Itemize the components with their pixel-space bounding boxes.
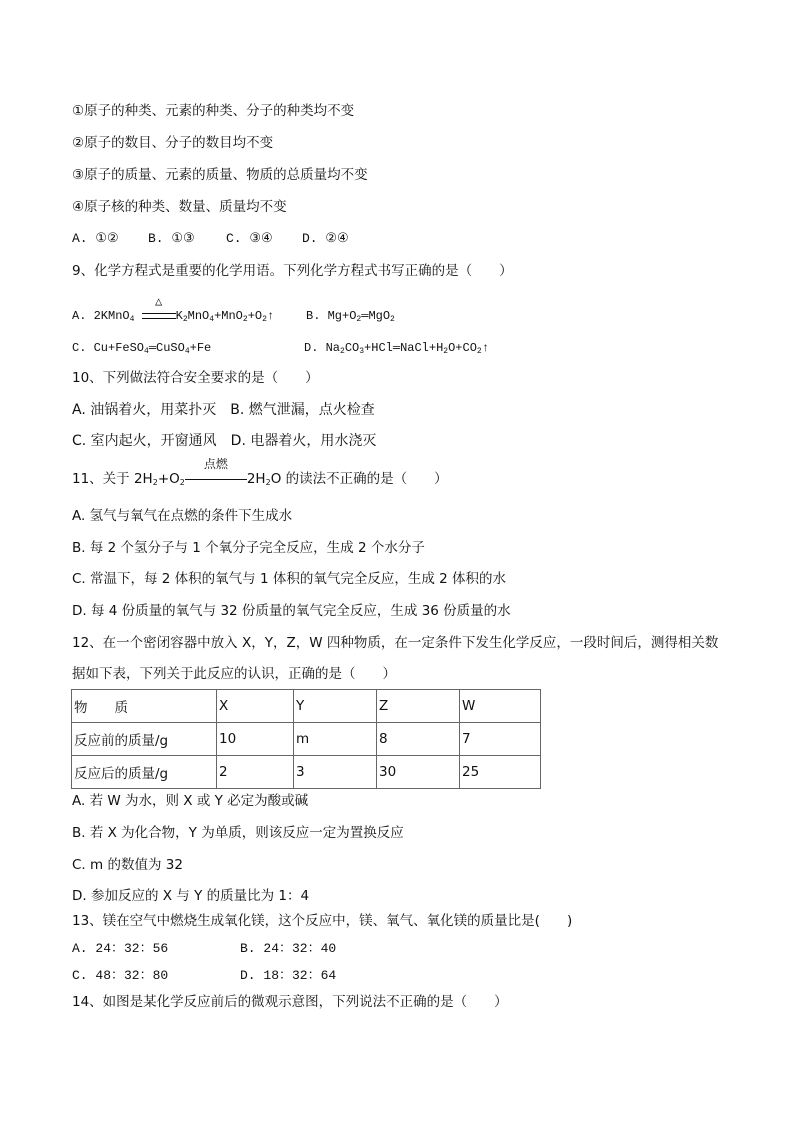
q12-option-d: D. 参加反应的 X 与 Y 的质量比为 1：4 bbox=[72, 888, 310, 904]
q9-a-prefix: A. 2KMnO bbox=[72, 309, 130, 324]
mass-data-table bbox=[71, 689, 541, 789]
q11-stem: 11、关于 $2H_2+O_2$ 点燃 $2H_2O$ 的读法不正确的是（ ） bbox=[72, 469, 448, 489]
q9-c-prefix: C. Cu+FeSO bbox=[72, 341, 145, 355]
q13-option-b: B. 24：32：40 bbox=[240, 941, 337, 956]
q9-option-c: C. Cu+FeSO$_4$═CuSO$_4$+Fe bbox=[72, 341, 212, 356]
q13-option-c: C. 48：32：80 bbox=[72, 968, 169, 983]
q9-option-a: A. 2KMnO$_4$ △ $K_2MnO_4+MnO_2+O_2↑$ bbox=[72, 306, 274, 326]
table-cell: 25 bbox=[460, 756, 541, 789]
table-cell: 反应前的质量/g bbox=[72, 723, 217, 756]
q13-options-row-2 bbox=[72, 966, 336, 986]
table-header-row bbox=[72, 690, 541, 723]
q13-option-d: D. 18：32：64 bbox=[240, 968, 337, 983]
table-header-cell: Z bbox=[377, 690, 460, 723]
q10-options-row-1: A. 油锅着火，用菜扑灭 B. 燃气泄漏，点火检查 bbox=[72, 402, 375, 418]
q13-option-a: A. 24：32：56 bbox=[72, 941, 169, 956]
table-cell: 2 bbox=[217, 756, 294, 789]
q8-statement-3: ③原子的质量、元素的质量、物质的总质量均不变 bbox=[72, 167, 368, 183]
table-cell: 3 bbox=[294, 756, 377, 789]
q12-option-c: C. m 的数值为 32 bbox=[72, 857, 183, 873]
table-header-cell: Y bbox=[294, 690, 377, 723]
q11-option-c: C. 常温下，每 2 体积的氧气与 1 体积的氧气完全反应，生成 2 体积的水 bbox=[72, 571, 507, 587]
table-header-cell: X bbox=[217, 690, 294, 723]
q8-option-a: A. ①② bbox=[72, 231, 119, 246]
q9-a-arrow bbox=[142, 295, 176, 326]
heat-symbol: △ bbox=[155, 295, 163, 309]
q10-options-row-2: C. 室内起火，开窗通风 D. 电器着火，用水浇灭 bbox=[72, 433, 377, 449]
table-row bbox=[72, 723, 541, 756]
table-cell: 30 bbox=[377, 756, 460, 789]
q8-statement-2: ②原子的数目、分子的数目均不变 bbox=[72, 135, 274, 151]
q11-option-d: D. 每 4 份质量的氧气与 32 份质量的氧气完全反应，生成 36 份质量的水 bbox=[72, 603, 511, 619]
q13-options-row-1 bbox=[72, 939, 336, 959]
table-header-cell: W bbox=[460, 690, 541, 723]
table-cell: m bbox=[294, 723, 377, 756]
q12-option-b: B. 若 X 为化合物，Y 为单质，则该反应一定为置换反应 bbox=[72, 825, 404, 841]
q8-option-b: B. ①③ bbox=[148, 231, 195, 246]
table-cell: 7 bbox=[460, 723, 541, 756]
q11-stem-prefix: 11、关于 2H bbox=[72, 471, 153, 487]
q8-statement-1: ①原子的种类、元素的种类、分子的种类均不变 bbox=[72, 103, 355, 119]
q11-equation-arrow bbox=[185, 457, 247, 489]
q11-option-b: B. 每 2 个氢分子与 1 个氧分子完全反应，生成 2 个水分子 bbox=[72, 540, 425, 556]
q12-stem-line-1: 12、在一个密闭容器中放入 X，Y，Z，W 四种物质，在一定条件下发生化学反应，一段时间后，测得相关数 bbox=[72, 635, 719, 651]
table-cell: 8 bbox=[377, 723, 460, 756]
table-row bbox=[72, 756, 541, 789]
q8-options bbox=[72, 229, 349, 249]
q8-option-c: C. ③④ bbox=[226, 231, 273, 246]
q11-option-a: A. 氢气与氧气在点燃的条件下生成水 bbox=[72, 508, 293, 524]
q9-d-prefix: D. Na bbox=[304, 341, 341, 355]
q12-option-a: A. 若 W 为水，则 X 或 Y 必定为酸或碱 bbox=[72, 793, 309, 809]
table-cell: 反应后的质量/g bbox=[72, 756, 217, 789]
q14-stem: 14、如图是某化学反应前后的微观示意图，下列说法不正确的是（ ） bbox=[72, 994, 508, 1010]
q11-stem-suffix: 的读法不正确的是（ ） bbox=[285, 471, 448, 487]
q13-stem: 13、镁在空气中燃烧生成氧化镁，这个反应中，镁、氧气、氧化镁的质量比是( ) bbox=[72, 913, 573, 929]
q8-option-d: D. ②④ bbox=[302, 231, 349, 246]
q9-option-d: D. $Na_2CO_3+HCl═NaCl+H_2O+CO_2↑$ bbox=[304, 341, 489, 356]
q9-stem: 9、化学方程式是重要的化学用语。下列化学方程式书写正确的是（ ） bbox=[72, 263, 513, 279]
table-cell: 10 bbox=[217, 723, 294, 756]
q12-stem-line-2: 据如下表，下列关于此反应的认识，正确的是（ ） bbox=[72, 666, 396, 682]
ignite-condition: 点燃 bbox=[203, 457, 228, 471]
q9-b-prefix: B. Mg+O bbox=[306, 309, 357, 323]
q9-option-b: B. $Mg+O_2═MgO_2$ bbox=[306, 309, 395, 324]
q8-statement-4: ④原子核的种类、数量、质量均不变 bbox=[72, 199, 287, 215]
table-header-cell: 物 质 bbox=[72, 690, 217, 723]
q10-stem: 10、下列做法符合安全要求的是（ ） bbox=[72, 370, 319, 386]
